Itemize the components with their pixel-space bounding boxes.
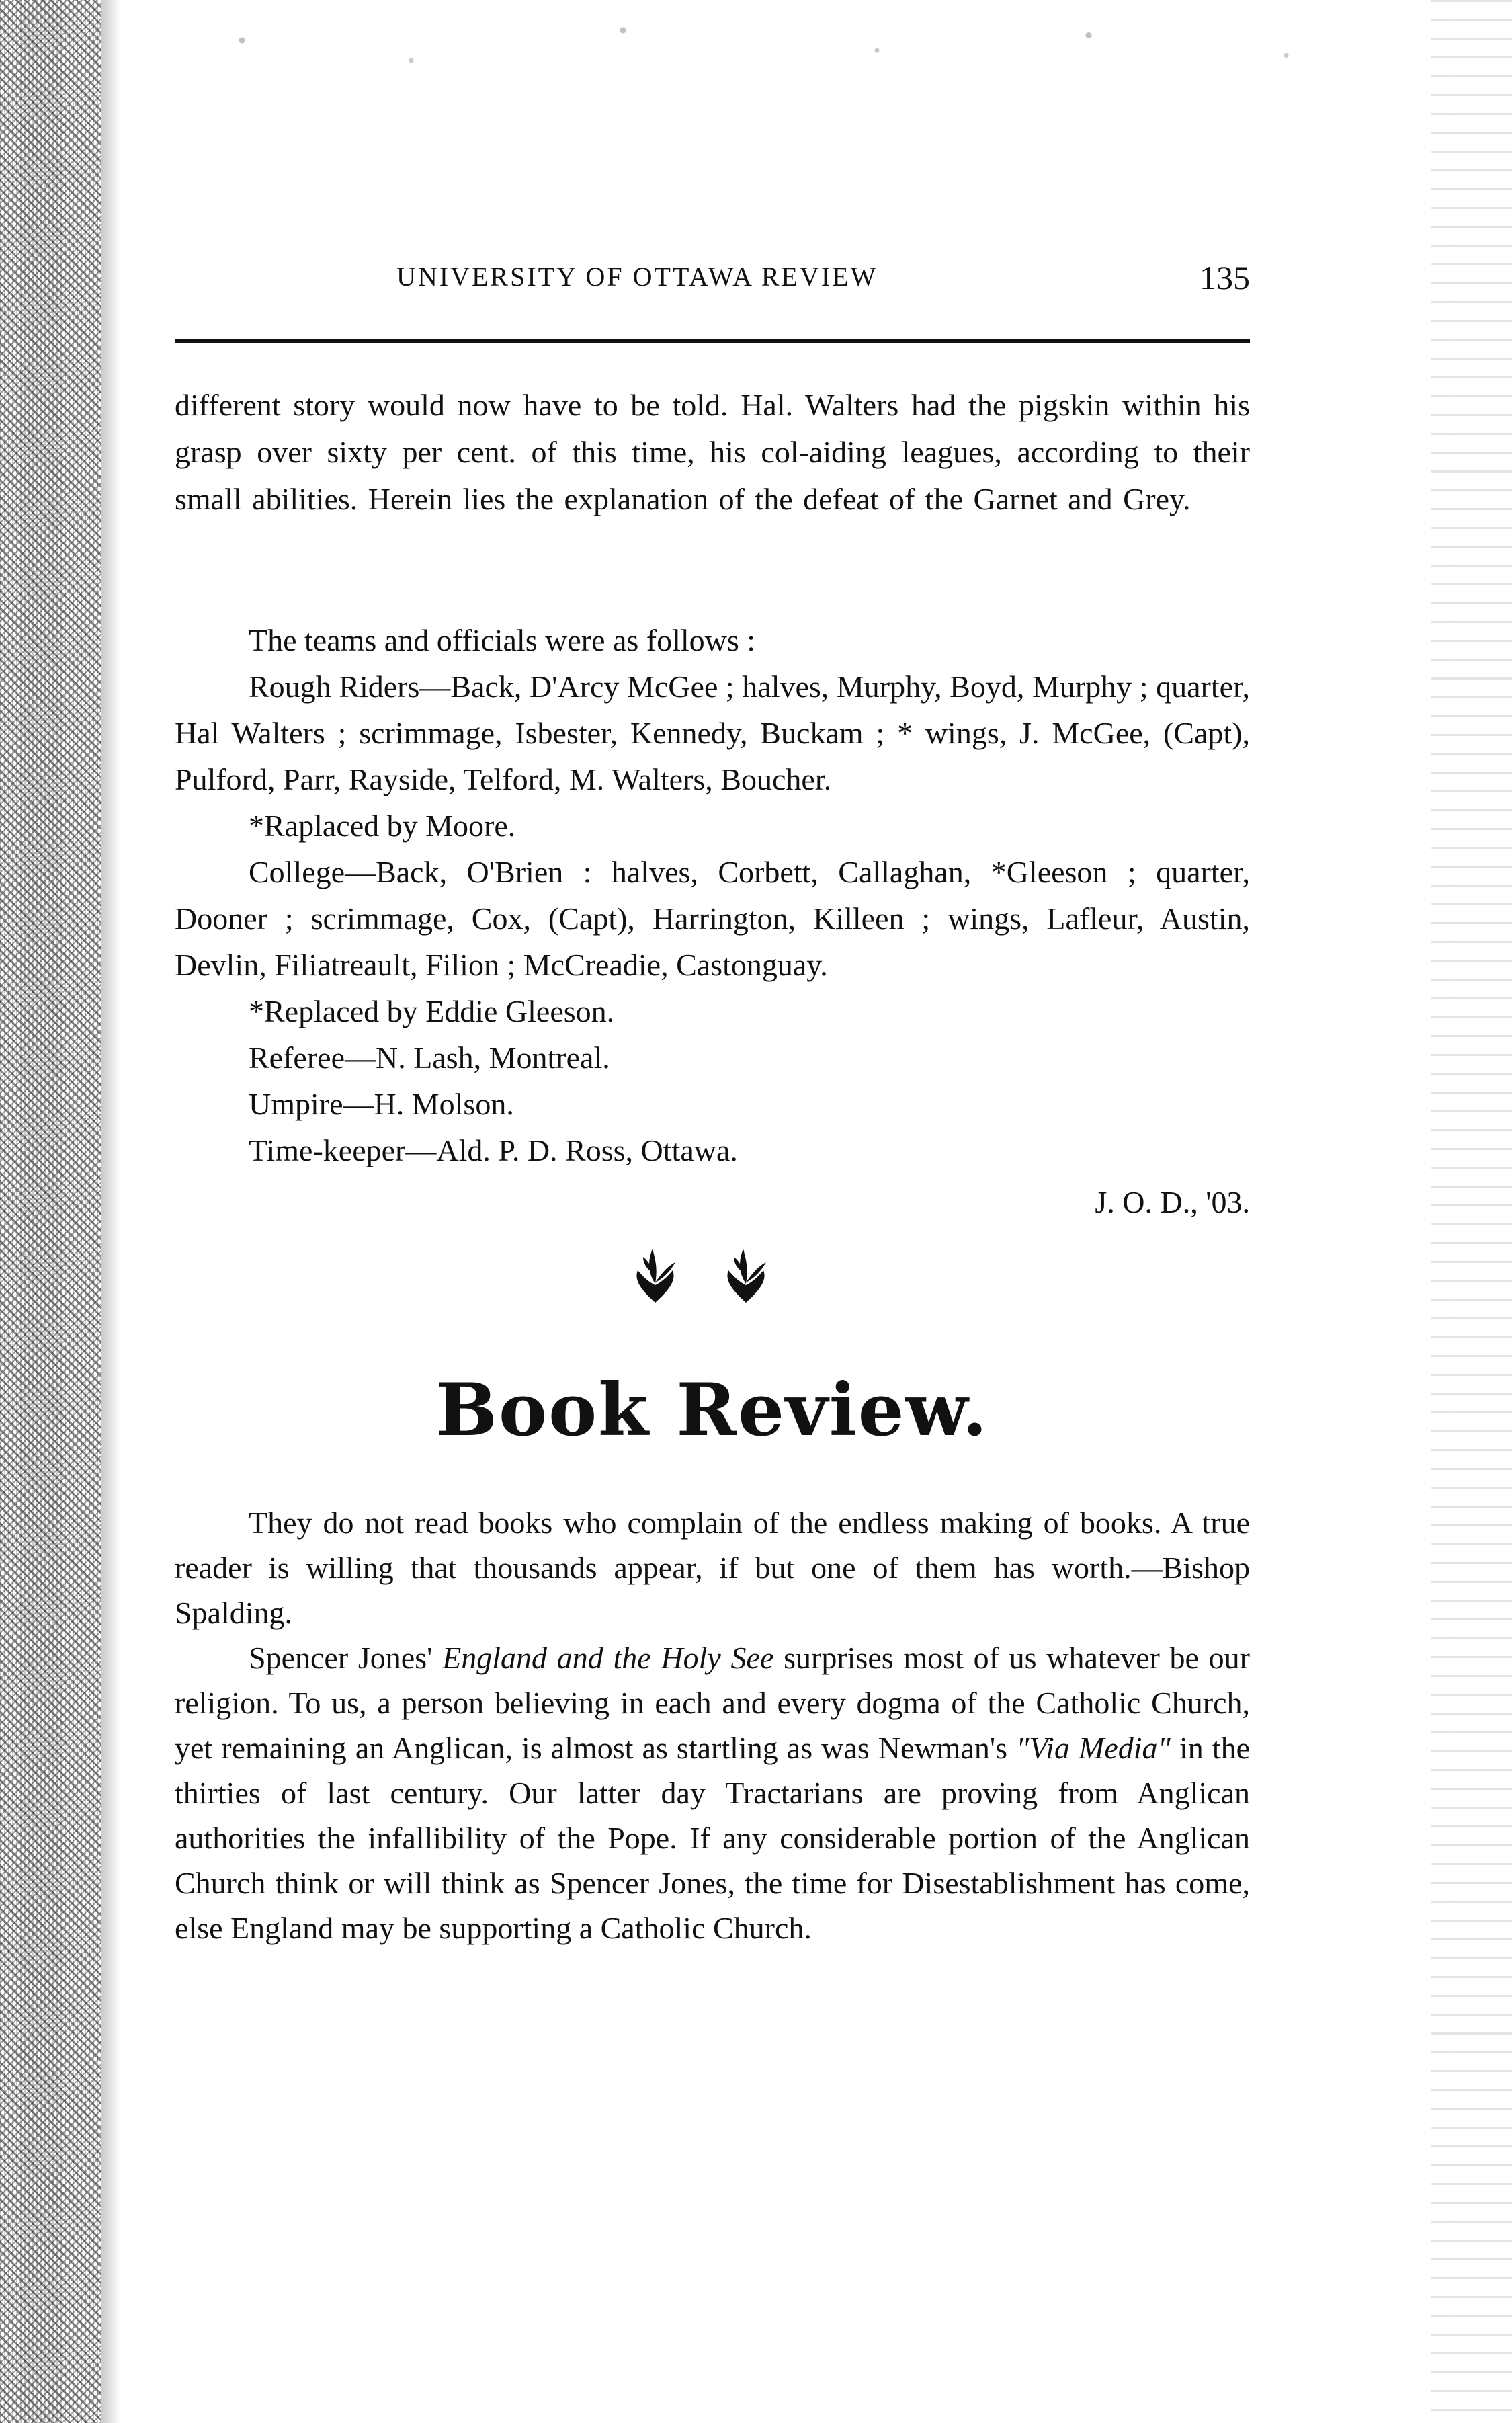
college-lineup: College—Back, O'Brien : halves, Corbett, Callaghan, *Gleeson ; quarter, Dooner ; scrimmage, Cox, (Capt), Harrington, Killeen ; wings, Lafleur, Austin, Devlin, Filiatreault, Filion ; McCreadie, Castonguay. [175,855,1250,982]
author-signature: J. O. D., '03. [1095,1185,1250,1219]
running-head [175,261,1263,308]
teams-intro: The teams and officials were as follows : [249,623,756,657]
scan-noise-top [101,0,1512,101]
section-ornaments [628,1243,783,1311]
review-paragraph [175,1635,1250,1950]
timekeeper-line: Time-keeper—Ald. P. D. Ross, Ottawa. [249,1133,738,1167]
via-media-quote: "Via Media" [1016,1731,1171,1765]
review-epigraph: They do not read books who complain of the endless making of books. A true reader is willing that thousands appear, if but one of them has worth.—Bishop Spalding. [175,1506,1250,1630]
umpire-line: Umpire—H. Molson. [249,1087,514,1121]
scan-edge-left [0,0,101,2423]
book-review-heading: Book Review. [435,1368,989,1452]
college-replacement: *Replaced by Eddie Gleeson. [249,994,615,1028]
page-number: 135 [1200,259,1250,296]
team-lineups [175,617,1250,1174]
reviewed-book-title: England and the Holy See [442,1641,774,1675]
fleuron-icon [628,1243,682,1304]
review-text-segment: surprises most of us whatever be our religion. To us, a person believing in each and every dogma of the Catholic Church, yet remaining an Anglican, is almost as startling as was Newman's [175,1641,1251,1765]
review-text-segment: in the thirties of last century. Our latter day Tractarians are proving from Anglican authorities the infallibility of the Pope. If any considerable portion of the Anglican Church think or will think as Spencer Jones, the time for Disestablishment has come, else England may be supporting a Catholic Church. [175,1731,1251,1945]
review-text-segment: Spencer Jones' [249,1641,433,1675]
fleuron-icon [719,1243,773,1304]
article-continuation-paragraph: different story would now have to be told. Hal. Walters had the pigskin within his grasp over sixty per cent. of this time, his col-aiding leagues, according to their small abilities. Herein lies the explanation of the defeat of the Garnet and Grey. [175,388,1250,516]
journal-title: UNIVERSITY OF OTTAWA REVIEW [396,261,878,292]
scan-edge-right [1431,0,1512,2423]
rough-riders-lineup: Rough Riders—Back, D'Arcy McGee ; halves, Murphy, Boyd, Murphy ; quarter, Hal Walters ; scrimmage, Isbester, Kennedy, Buckam ; * wings, J. McGee, (Capt), Pulford, Parr, Rayside, Telford, M. Walters, Boucher. [175,669,1250,796]
header-rule [175,339,1250,343]
book-review-body [175,1500,1250,1950]
referee-line: Referee—N. Lash, Montreal. [249,1040,610,1075]
rough-riders-replacement: *Raplaced by Moore. [249,809,516,843]
